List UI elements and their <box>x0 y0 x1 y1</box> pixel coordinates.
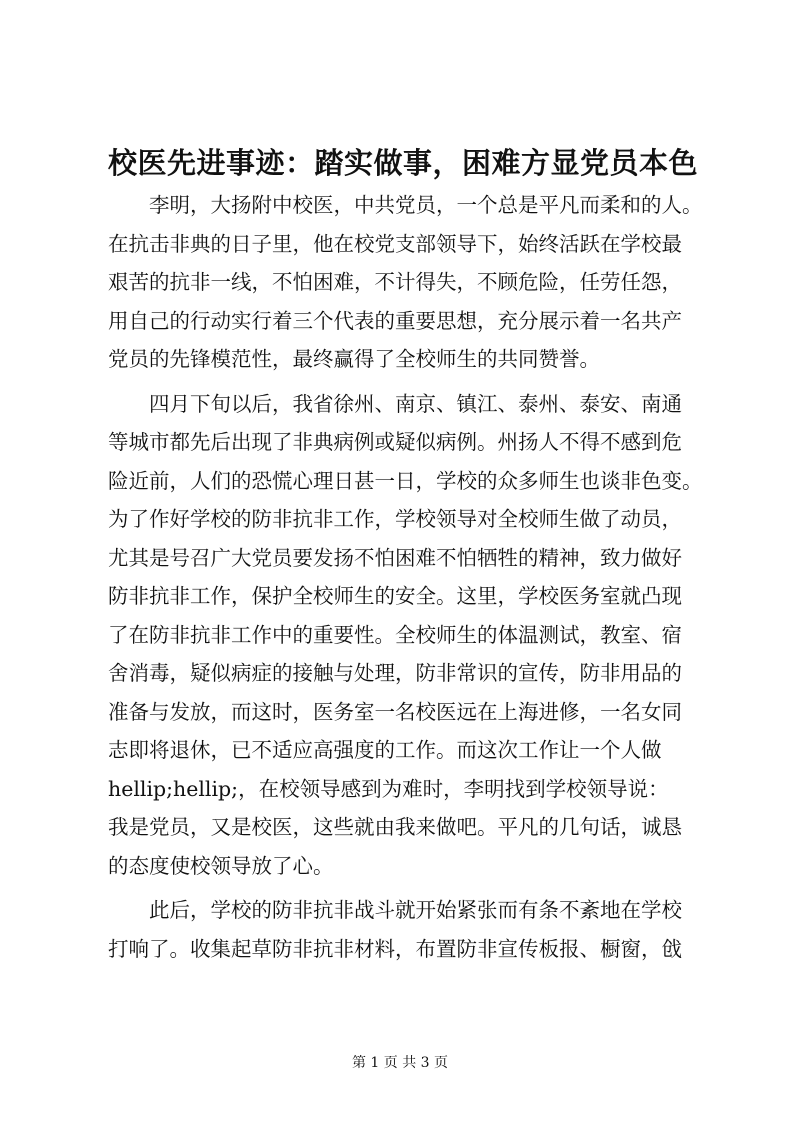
text-line: 舍消毒，疑似病症的接触与处理，防非常识的宣传，防非用品的 <box>108 661 682 685</box>
text-line: 艰苦的抗非一线，不怕困难，不计得失，不顾危险，任劳任怨， <box>108 270 682 294</box>
document-title: 校医先进事迹：踏实做事，困难方显党员本色 <box>108 146 699 180</box>
text-line: 打响了。收集起草防非抗非材料，布置防非宣传板报、橱窗，戗 <box>108 936 682 961</box>
text-line: 防非抗非工作，保护全校师生的安全。这里，学校医务室就凸现 <box>108 584 682 608</box>
text-line: 志即将退休，已不适应高强度的工作。而这次工作让一个人做 <box>108 738 662 762</box>
text-line: 此后，学校的防非抗非战斗就开始紧张而有条不紊地在学校 <box>149 898 682 922</box>
text-line: 尤其是号召广大党员要发扬不怕困难不怕牺牲的精神，致力做好 <box>108 545 682 570</box>
text-line: 用自己的行动实行着三个代表的重要思想，充分展示着一名共产 <box>108 308 682 333</box>
text-line: 的态度使校领导放了心。 <box>108 853 334 878</box>
text-line: 为了作好学校的防非抗非工作，学校领导对全校师生做了动员， <box>108 507 682 531</box>
text-line: 李明，大扬附中校医，中共党员，一个总是平凡而柔和的人。 <box>149 193 703 217</box>
text-line: hellip;hellip;，在校领导感到为难时，李明找到学校领导说： <box>108 776 669 801</box>
text-line: 我是党员，又是校医，这些就由我来做吧。平凡的几句话，诚恳 <box>108 815 682 839</box>
text-line: 等城市都先后出现了非典病例或疑似病例。州扬人不得不感到危 <box>108 430 682 454</box>
text-line: 四月下旬以后，我省徐州、南京、镇江、泰州、泰安、南通 <box>149 391 682 416</box>
text-line: 险近前，人们的恐慌心理日甚一日，学校的众多师生也谈非色变。 <box>108 468 703 493</box>
document-body <box>108 186 712 968</box>
text-line: 在抗击非典的日子里，他在校党支部领导下，始终活跃在学校最 <box>108 231 682 256</box>
paragraph <box>108 186 712 379</box>
text-line: 党员的先锋模范性，最终赢得了全校师生的共同赞誉。 <box>108 347 600 371</box>
paragraph <box>108 385 712 886</box>
text-line: 了在防非抗非工作中的重要性。全校师生的体温测试，教室、宿 <box>108 622 682 647</box>
paragraph <box>108 891 712 968</box>
text-line: 准备与发放，而这时，医务室一名校医远在上海进修，一名女同 <box>108 699 682 724</box>
page-number-footer: 第 1 页 共 3 页 <box>351 1055 449 1071</box>
